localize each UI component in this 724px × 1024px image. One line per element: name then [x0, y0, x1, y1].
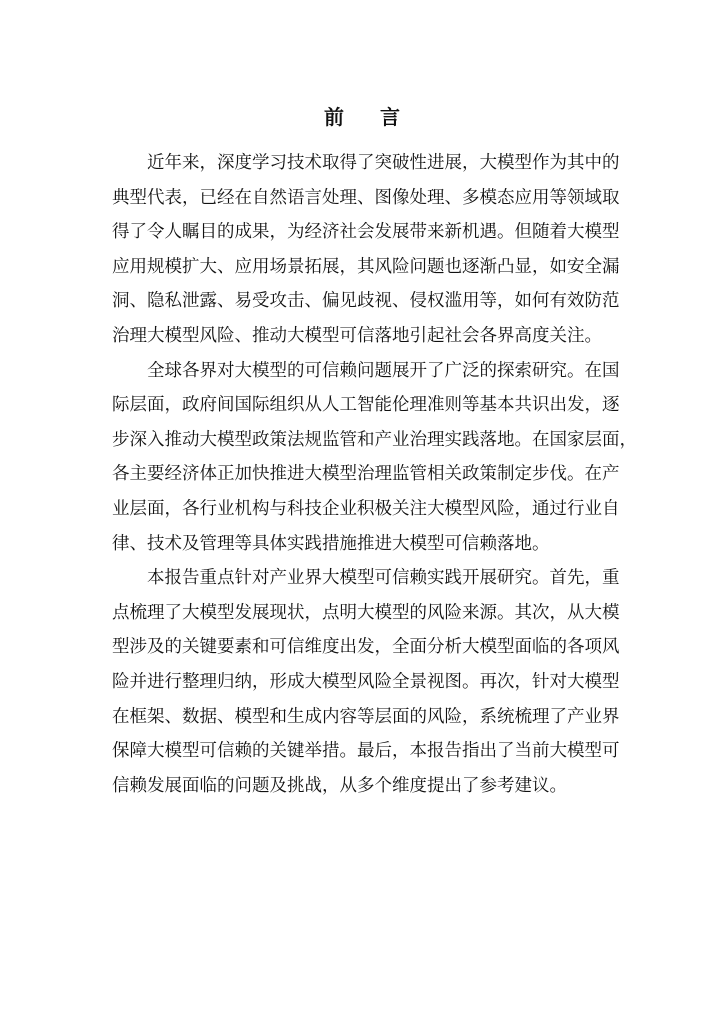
text-line: 险并进行整理归纳，形成大模型风险全景视图。再次，针对大模型 — [112, 671, 620, 692]
text-line: 点梳理了大模型发展现状，点明大模型的风险来源。其次，从大模 — [112, 602, 620, 623]
text-line: 得了令人瞩目的成果，为经济社会发展带来新机遇。但随着大模型 — [112, 222, 620, 243]
text-line: 近年来，深度学习技术取得了突破性进展，大模型作为其中的 — [112, 153, 620, 173]
text-line: 型涉及的关键要素和可信维度出发，全面分析大模型面临的各项风 — [112, 637, 620, 658]
text-line: 际层面，政府间国际组织从人工智能伦理准则等基本共识出发，逐 — [112, 395, 620, 416]
text-line: 步深入推动大模型政策法规监管和产业治理实践落地。在国家层面， — [112, 429, 637, 450]
paragraph-2 — [112, 354, 637, 562]
title-char-2: 言 — [380, 105, 400, 129]
text-line: 全球各界对大模型的可信赖问题展开了广泛的探索研究。在国 — [112, 360, 620, 381]
text-line: 本报告重点针对产业界大模型可信赖实践开展研究。首先，重 — [112, 568, 620, 589]
text-line: 应用规模扩大、应用场景拓展，其风险问题也逐渐凸显，如安全漏 — [112, 256, 620, 277]
text-line: 信赖发展面临的问题及挑战，从多个维度提出了参考建议。 — [112, 775, 567, 796]
text-line: 律、技术及管理等具体实践措施推进大模型可信赖落地。 — [112, 533, 550, 554]
text-line: 各主要经济体正加快推进大模型治理监管相关政策制定步伐。在产 — [112, 464, 620, 485]
text-line: 保障大模型可信赖的关键举措。最后，本报告指出了当前大模型可 — [112, 741, 620, 762]
title-char-1: 前 — [324, 105, 344, 129]
text-line: 洞、隐私泄露、易受攻击、偏见歧视、侵权滥用等，如何有效防范 — [112, 291, 620, 312]
text-line: 典型代表，已经在自然语言处理、图像处理、多模态应用等领域取 — [112, 187, 620, 208]
text-line: 业层面，各行业机构与科技企业积极关注大模型风险，通过行业自 — [112, 498, 620, 519]
paragraph-3 — [112, 561, 620, 803]
document-body — [112, 146, 637, 803]
text-line: 在框架、数据、模型和生成内容等层面的风险，系统梳理了产业界 — [112, 706, 620, 727]
paragraph-1 — [112, 146, 620, 354]
page-title — [0, 102, 724, 132]
text-line: 治理大模型风险、推动大模型可信落地引起社会各界高度关注。 — [112, 325, 602, 346]
